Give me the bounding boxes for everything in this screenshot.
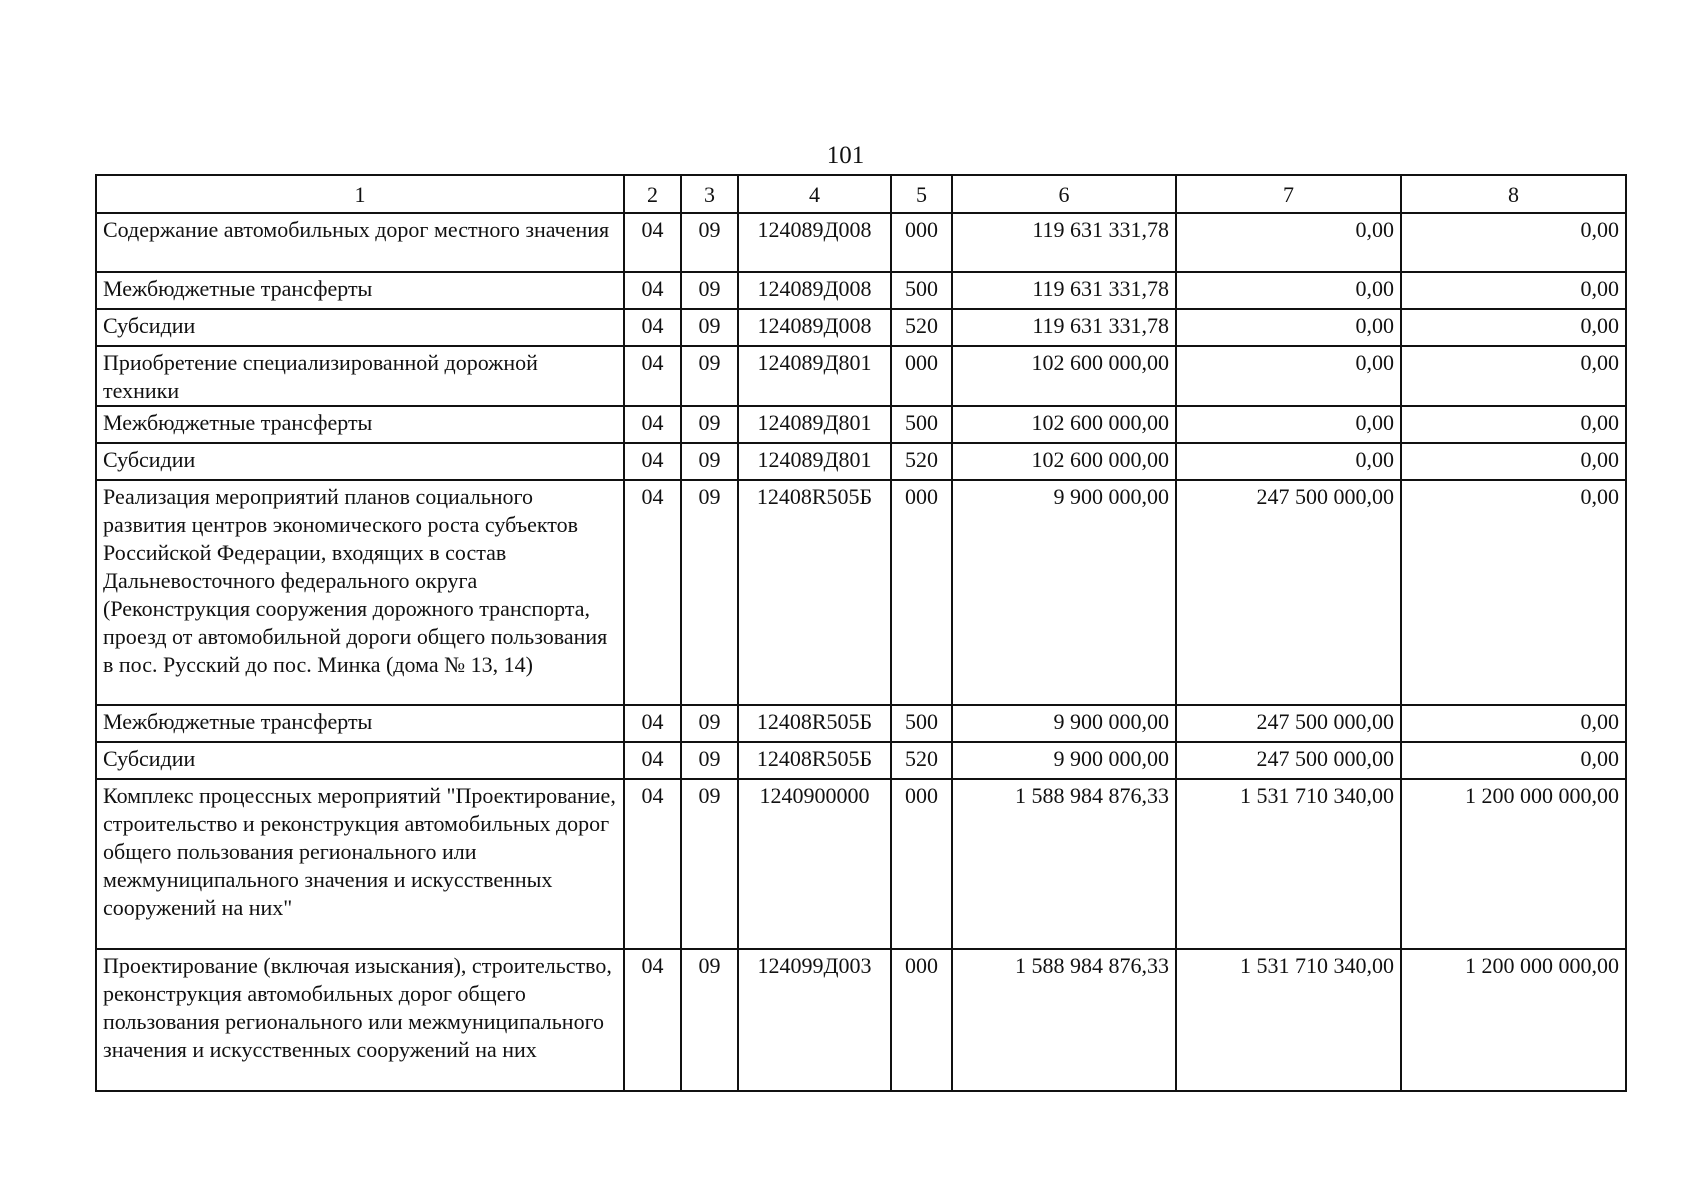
row-amount-7: 247 500 000,00 [1176, 742, 1401, 779]
row-subsection: 09 [681, 742, 738, 779]
row-expense-type: 520 [891, 309, 952, 346]
column-header: 7 [1176, 175, 1401, 213]
row-amount-6: 102 600 000,00 [952, 443, 1176, 480]
row-expense-type: 000 [891, 949, 952, 1091]
row-section: 04 [624, 480, 681, 705]
row-section: 04 [624, 779, 681, 949]
row-expense-type: 500 [891, 406, 952, 443]
row-amount-8: 0,00 [1401, 705, 1626, 742]
row-name: Межбюджетные трансферты [96, 406, 624, 443]
table-row [96, 346, 1626, 406]
row-amount-7: 1 531 710 340,00 [1176, 949, 1401, 1091]
row-amount-8: 1 200 000 000,00 [1401, 779, 1626, 949]
row-amount-6: 102 600 000,00 [952, 406, 1176, 443]
row-amount-7: 0,00 [1176, 272, 1401, 309]
row-amount-6: 119 631 331,78 [952, 272, 1176, 309]
row-name: Межбюджетные трансферты [96, 705, 624, 742]
row-name: Субсидии [96, 443, 624, 480]
row-amount-8: 0,00 [1401, 742, 1626, 779]
table-row [96, 213, 1626, 272]
row-amount-7: 247 500 000,00 [1176, 705, 1401, 742]
row-amount-8: 0,00 [1401, 213, 1626, 272]
table-row [96, 443, 1626, 480]
row-section: 04 [624, 309, 681, 346]
row-section: 04 [624, 443, 681, 480]
column-header: 8 [1401, 175, 1626, 213]
table-row [96, 309, 1626, 346]
row-amount-7: 0,00 [1176, 309, 1401, 346]
row-expense-type: 520 [891, 742, 952, 779]
row-name: Реализация мероприятий планов социального развития центров экономического роста субъектов Российской Федерации, входящих в состав Дальневосточного федерального округа (Реконструкция сооружения дорожного транспорта, проезд от автомобильной дороги общего пользования в пос. Русский до пос. Минка (дома № 13, 14) [96, 480, 624, 705]
row-name: Межбюджетные трансферты [96, 272, 624, 309]
table-row [96, 705, 1626, 742]
row-amount-7: 0,00 [1176, 346, 1401, 406]
row-amount-7: 1 531 710 340,00 [1176, 779, 1401, 949]
row-amount-7: 0,00 [1176, 443, 1401, 480]
row-subsection: 09 [681, 346, 738, 406]
row-amount-8: 0,00 [1401, 272, 1626, 309]
row-amount-7: 0,00 [1176, 406, 1401, 443]
row-subsection: 09 [681, 705, 738, 742]
row-section: 04 [624, 213, 681, 272]
table-row [96, 949, 1626, 1091]
row-target-code: 12408R505Б [738, 705, 891, 742]
row-amount-6: 9 900 000,00 [952, 705, 1176, 742]
row-amount-6: 119 631 331,78 [952, 309, 1176, 346]
row-subsection: 09 [681, 272, 738, 309]
page-number: 101 [826, 142, 865, 169]
row-amount-8: 0,00 [1401, 480, 1626, 705]
row-section: 04 [624, 705, 681, 742]
row-expense-type: 000 [891, 779, 952, 949]
row-expense-type: 520 [891, 443, 952, 480]
row-expense-type: 000 [891, 346, 952, 406]
table-row [96, 742, 1626, 779]
row-subsection: 09 [681, 443, 738, 480]
row-name: Приобретение специализированной дорожной техники [96, 346, 624, 406]
header-row [96, 175, 1626, 213]
row-expense-type: 000 [891, 213, 952, 272]
column-header: 1 [96, 175, 624, 213]
table-row [96, 480, 1626, 705]
table-row [96, 272, 1626, 309]
row-subsection: 09 [681, 949, 738, 1091]
row-target-code: 124089Д008 [738, 309, 891, 346]
row-target-code: 124099Д003 [738, 949, 891, 1091]
row-amount-8: 0,00 [1401, 406, 1626, 443]
column-header: 4 [738, 175, 891, 213]
row-amount-6: 1 588 984 876,33 [952, 779, 1176, 949]
row-name: Комплекс процессных мероприятий "Проектирование, строительство и реконструкция автомобильных дорог общего пользования регионального или межмуниципального значения и искусственных сооружений на них" [96, 779, 624, 949]
row-subsection: 09 [681, 779, 738, 949]
row-target-code: 12408R505Б [738, 742, 891, 779]
row-section: 04 [624, 272, 681, 309]
row-amount-6: 9 900 000,00 [952, 742, 1176, 779]
row-subsection: 09 [681, 480, 738, 705]
column-header: 3 [681, 175, 738, 213]
row-target-code: 124089Д008 [738, 272, 891, 309]
row-name: Проектирование (включая изыскания), строительство, реконструкция автомобильных дорог общего пользования регионального или межмуниципального значения и искусственных сооружений на них [96, 949, 624, 1091]
budget-table [95, 174, 1627, 1092]
row-amount-8: 1 200 000 000,00 [1401, 949, 1626, 1091]
column-header: 6 [952, 175, 1176, 213]
row-amount-6: 9 900 000,00 [952, 480, 1176, 705]
row-subsection: 09 [681, 406, 738, 443]
row-name: Содержание автомобильных дорог местного значения [96, 213, 624, 272]
row-name: Субсидии [96, 309, 624, 346]
table-row [96, 779, 1626, 949]
row-subsection: 09 [681, 309, 738, 346]
row-section: 04 [624, 406, 681, 443]
table-row [96, 406, 1626, 443]
row-target-code: 124089Д008 [738, 213, 891, 272]
row-expense-type: 000 [891, 480, 952, 705]
row-expense-type: 500 [891, 705, 952, 742]
row-section: 04 [624, 346, 681, 406]
row-section: 04 [624, 949, 681, 1091]
row-expense-type: 500 [891, 272, 952, 309]
row-target-code: 124089Д801 [738, 406, 891, 443]
row-amount-7: 247 500 000,00 [1176, 480, 1401, 705]
row-amount-6: 1 588 984 876,33 [952, 949, 1176, 1091]
row-amount-6: 102 600 000,00 [952, 346, 1176, 406]
row-name: Субсидии [96, 742, 624, 779]
row-amount-8: 0,00 [1401, 443, 1626, 480]
column-header: 5 [891, 175, 952, 213]
row-target-code: 1240900000 [738, 779, 891, 949]
row-section: 04 [624, 742, 681, 779]
row-target-code: 124089Д801 [738, 443, 891, 480]
row-amount-8: 0,00 [1401, 309, 1626, 346]
row-target-code: 124089Д801 [738, 346, 891, 406]
row-target-code: 12408R505Б [738, 480, 891, 705]
row-amount-6: 119 631 331,78 [952, 213, 1176, 272]
row-subsection: 09 [681, 213, 738, 272]
column-header: 2 [624, 175, 681, 213]
row-amount-7: 0,00 [1176, 213, 1401, 272]
row-amount-8: 0,00 [1401, 346, 1626, 406]
